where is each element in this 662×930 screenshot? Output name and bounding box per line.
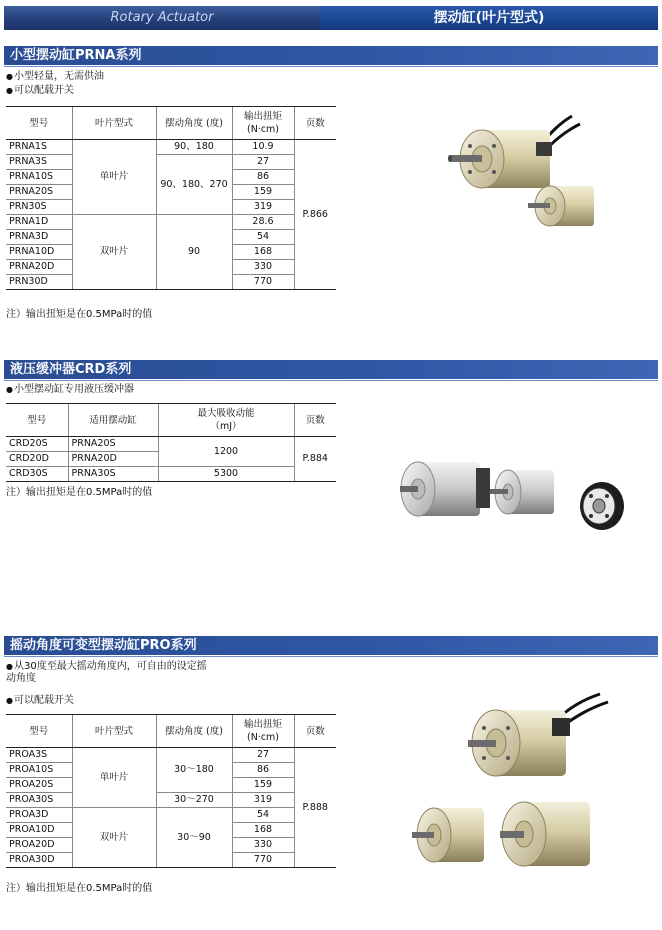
torque-cell: 330: [232, 260, 294, 275]
vane-cell: 单叶片: [72, 140, 156, 215]
torque-cell: 27: [232, 748, 294, 763]
header-angle: 摆动角度 (度): [156, 107, 232, 140]
header-model: 型号: [6, 404, 68, 437]
torque-cell: 330: [232, 838, 294, 853]
torque-cell: 168: [232, 823, 294, 838]
model-cell: PRNA10S: [6, 170, 72, 185]
banner-chinese-title: 摆动缸(叶片型式): [320, 6, 658, 30]
model-cell: PRNA3S: [6, 155, 72, 170]
model-cell: PRN30D: [6, 275, 72, 290]
energy-cell: 1200: [158, 437, 294, 467]
vane-cell: 单叶片: [72, 748, 156, 808]
model-cell: CRD20S: [6, 437, 68, 452]
torque-cell: 770: [232, 275, 294, 290]
model-cell: PROA10D: [6, 823, 72, 838]
prna-bullet-1: ●小型轻量，无需供油: [6, 71, 104, 82]
torque-cell: 159: [232, 185, 294, 200]
torque-cell: 10.9: [232, 140, 294, 155]
model-cell: PROA30D: [6, 853, 72, 868]
prna-bullet-2: ●可以配载开关: [6, 85, 74, 96]
vane-cell: 双叶片: [72, 215, 156, 290]
page-cell: P.884: [294, 437, 336, 482]
section-title-proa: 摇动角度可变型摆动缸PRO系列: [4, 636, 658, 655]
header-angle: 摆动角度 (度): [156, 715, 232, 748]
torque-cell: 27: [232, 155, 294, 170]
header-page: 页数: [294, 404, 336, 437]
crd-spec-table: [6, 403, 336, 482]
banner-english-title: Rotary Actuator: [4, 6, 320, 30]
header-model: 型号: [6, 107, 72, 140]
cylinder-cell: PRNA20D: [68, 452, 158, 467]
torque-cell: 770: [232, 853, 294, 868]
model-cell: PRNA20S: [6, 185, 72, 200]
torque-cell: 319: [232, 793, 294, 808]
header-vane-type: 叶片型式: [72, 715, 156, 748]
header-energy: 最大吸收动能 （mJ）: [158, 404, 294, 437]
prna-product-image: [420, 108, 610, 248]
model-cell: PROA3S: [6, 748, 72, 763]
energy-cell: 5300: [158, 467, 294, 482]
model-cell: CRD20D: [6, 452, 68, 467]
cylinder-cell: PRNA30S: [68, 467, 158, 482]
angle-cell: 90、180: [156, 140, 232, 155]
model-cell: PROA3D: [6, 808, 72, 823]
torque-cell: 28.6: [232, 215, 294, 230]
section-title-crd: 液压缓冲器CRD系列: [4, 360, 658, 379]
proa-product-image: [404, 690, 624, 880]
section-title-prna: 小型摆动缸PRNA系列: [4, 46, 658, 65]
prna-spec-table: [6, 106, 336, 290]
angle-cell: 30～180: [156, 748, 232, 793]
crd-bullet-1: ●小型摆动缸专用液压缓冲器: [6, 384, 134, 395]
torque-cell: 54: [232, 230, 294, 245]
header-model: 型号: [6, 715, 72, 748]
header-torque: 输出扭矩 (N·cm): [232, 107, 294, 140]
top-banner: [4, 6, 658, 30]
torque-cell: 319: [232, 200, 294, 215]
proa-bullet-2: ●可以配载开关: [6, 695, 74, 706]
model-cell: PRNA3D: [6, 230, 72, 245]
crd-product-image: [396, 448, 636, 543]
model-cell: PROA20D: [6, 838, 72, 853]
angle-cell: 30～90: [156, 808, 232, 868]
torque-cell: 54: [232, 808, 294, 823]
model-cell: CRD30S: [6, 467, 68, 482]
angle-cell: 30～270: [156, 793, 232, 808]
model-cell: PRNA1D: [6, 215, 72, 230]
torque-cell: 86: [232, 170, 294, 185]
header-cylinder: 适用摆动缸: [68, 404, 158, 437]
header-page: 页数: [294, 107, 336, 140]
header-vane-type: 叶片型式: [72, 107, 156, 140]
header-page: 页数: [294, 715, 336, 748]
vane-cell: 双叶片: [72, 808, 156, 868]
proa-footnote: 注）输出扭矩是在0.5MPa时的值: [6, 883, 153, 894]
proa-spec-table: [6, 714, 336, 868]
page-cell: P.866: [294, 140, 336, 290]
torque-cell: 168: [232, 245, 294, 260]
model-cell: PRNA1S: [6, 140, 72, 155]
prna-footnote: 注）输出扭矩是在0.5MPa时的值: [6, 309, 153, 320]
model-cell: PRNA20D: [6, 260, 72, 275]
proa-bullet-1: ●从30度至最大摇动角度内，可自由的设定摇 动角度: [6, 661, 207, 684]
crd-footnote: 注）输出扭矩是在0.5MPa时的值: [6, 487, 153, 498]
torque-cell: 86: [232, 763, 294, 778]
model-cell: PRNA10D: [6, 245, 72, 260]
model-cell: PROA10S: [6, 763, 72, 778]
angle-cell: 90: [156, 215, 232, 290]
cylinder-cell: PRNA20S: [68, 437, 158, 452]
angle-cell: 90、180、270: [156, 155, 232, 215]
page-cell: P.888: [294, 748, 336, 868]
torque-cell: 159: [232, 778, 294, 793]
model-cell: PROA30S: [6, 793, 72, 808]
header-torque: 输出扭矩 (N·cm): [232, 715, 294, 748]
model-cell: PRN30S: [6, 200, 72, 215]
model-cell: PROA20S: [6, 778, 72, 793]
